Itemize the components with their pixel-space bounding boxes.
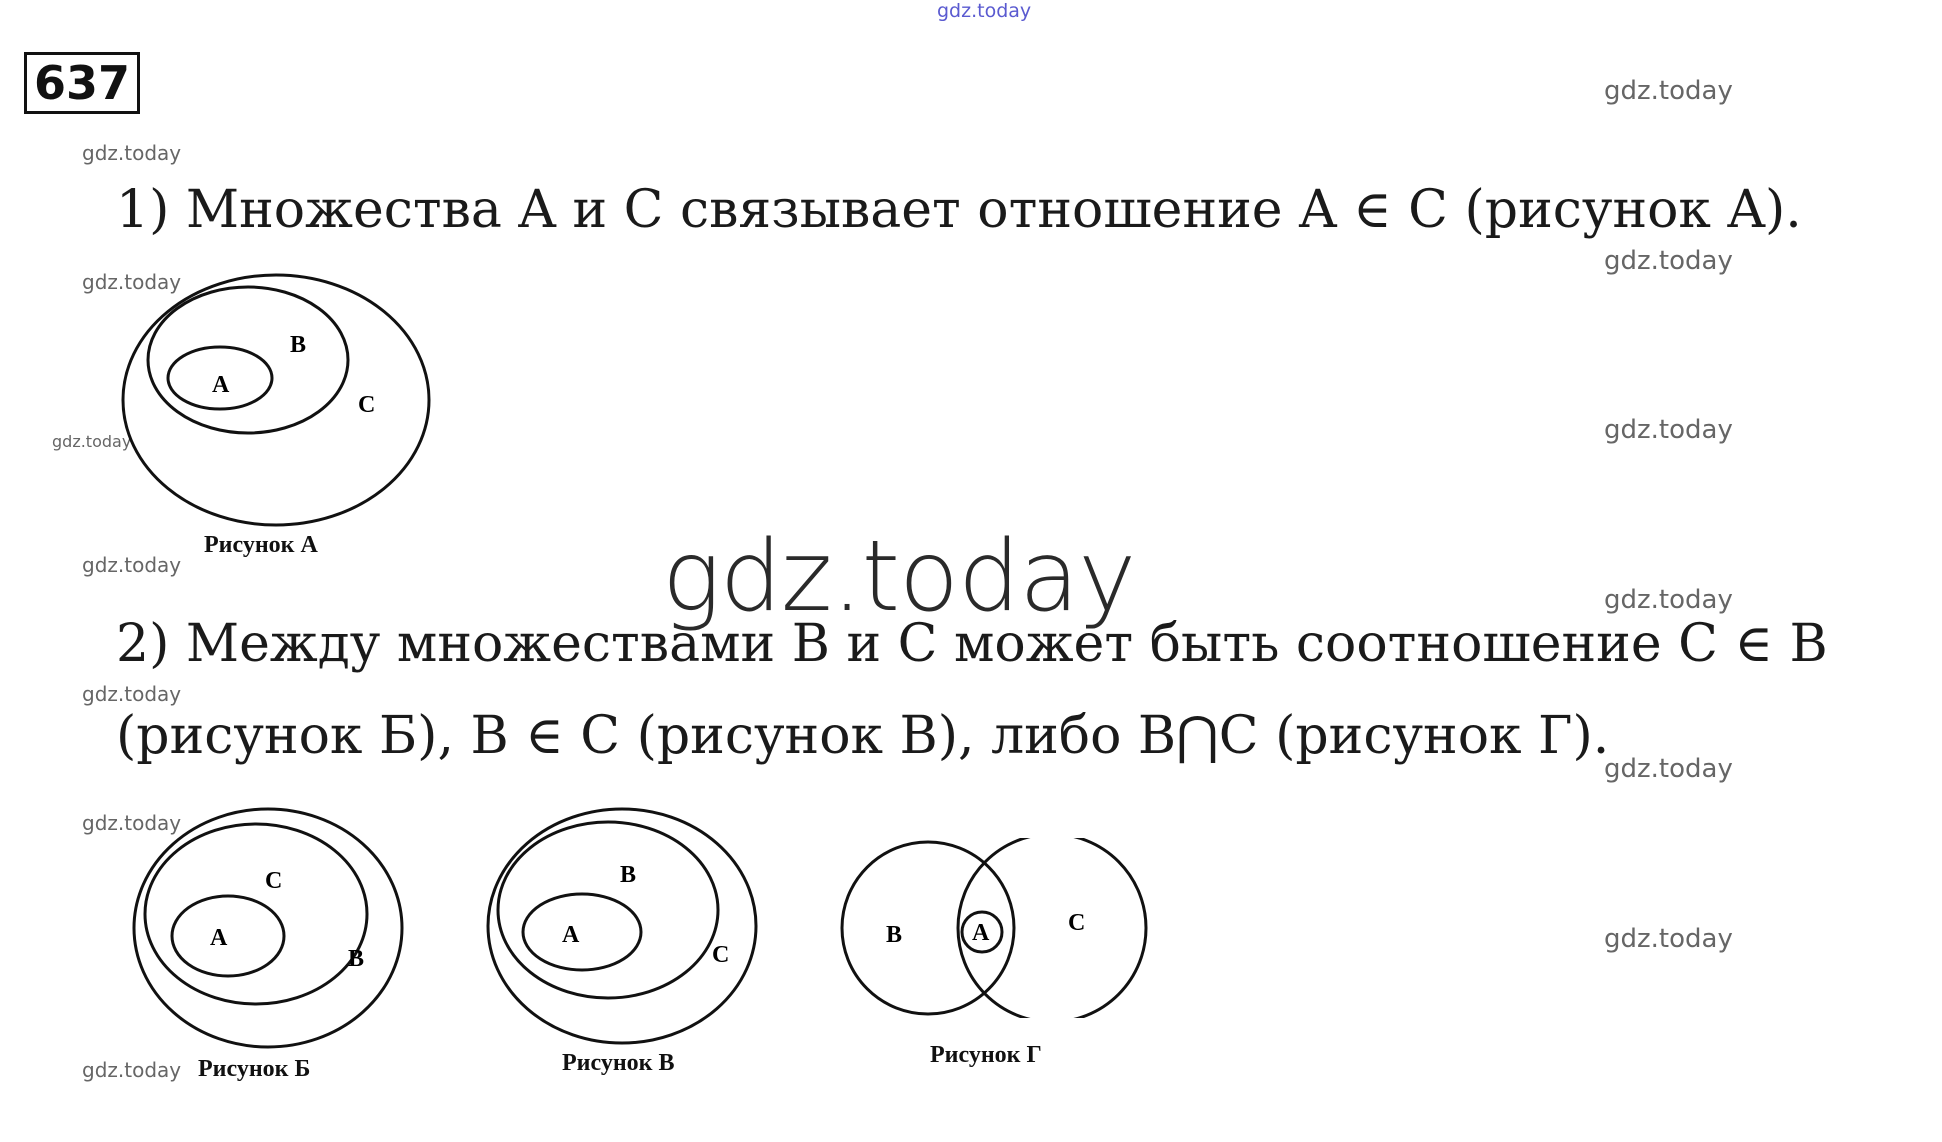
watermark-left: gdz.today: [82, 270, 182, 294]
set-a-ellipse: [523, 894, 641, 970]
caption-figure-b: Рисунок Б: [198, 1056, 311, 1082]
caption-figure-g: Рисунок Г: [930, 1042, 1042, 1068]
label-a: A: [562, 922, 580, 948]
label-a: A: [210, 925, 228, 951]
set-a-ellipse: [172, 896, 284, 976]
set-c-ellipse: [145, 824, 367, 1004]
set-c-ellipse: [123, 275, 429, 525]
paragraph-2-line-1: 2) Между множествами B и C может быть соотношение C ∈ B: [116, 614, 1828, 674]
caption-figure-a: Рисунок А: [204, 532, 318, 558]
watermark-left: gdz.today: [52, 432, 132, 451]
watermark-center: gdz.today: [662, 520, 1136, 634]
watermark-right: gdz.today: [1604, 585, 1733, 615]
watermark-top: gdz.today: [937, 0, 1032, 22]
figure-a-diagram: [110, 262, 440, 542]
label-c: C: [1068, 910, 1086, 936]
label-b: B: [348, 946, 365, 972]
figure-b-diagram: [120, 800, 410, 1070]
problem-number: 637: [24, 52, 140, 114]
label-b: B: [886, 922, 903, 948]
caption-figure-v: Рисунок В: [562, 1050, 675, 1076]
label-c: C: [265, 868, 283, 894]
figure-g-diagram: [830, 838, 1160, 1018]
paragraph-1: 1) Множества A и C связывает отношение A ∈ C (рисунок A).: [116, 180, 1802, 240]
watermark-right: gdz.today: [1604, 246, 1733, 276]
watermark-left: gdz.today: [82, 1058, 182, 1082]
figure-v-diagram: [478, 800, 768, 1070]
label-c: C: [358, 392, 376, 418]
label-a: A: [972, 920, 990, 946]
label-b: B: [290, 332, 307, 358]
paragraph-2-line-2: (рисунок Б), B ∈ C (рисунок В), либо B⋂C (рисунок Г).: [116, 706, 1610, 766]
watermark-left: gdz.today: [82, 682, 182, 706]
watermark-right: gdz.today: [1604, 76, 1733, 106]
watermark-left: gdz.today: [82, 553, 182, 577]
watermark-right: gdz.today: [1604, 924, 1733, 954]
label-c: C: [712, 942, 730, 968]
label-b: B: [620, 862, 637, 888]
watermark-left: gdz.today: [82, 811, 182, 835]
set-b-ellipse: [498, 822, 718, 998]
watermark-right: gdz.today: [1604, 754, 1733, 784]
label-a: A: [212, 372, 230, 398]
watermark-right: gdz.today: [1604, 415, 1733, 445]
watermark-left: gdz.today: [82, 141, 182, 165]
